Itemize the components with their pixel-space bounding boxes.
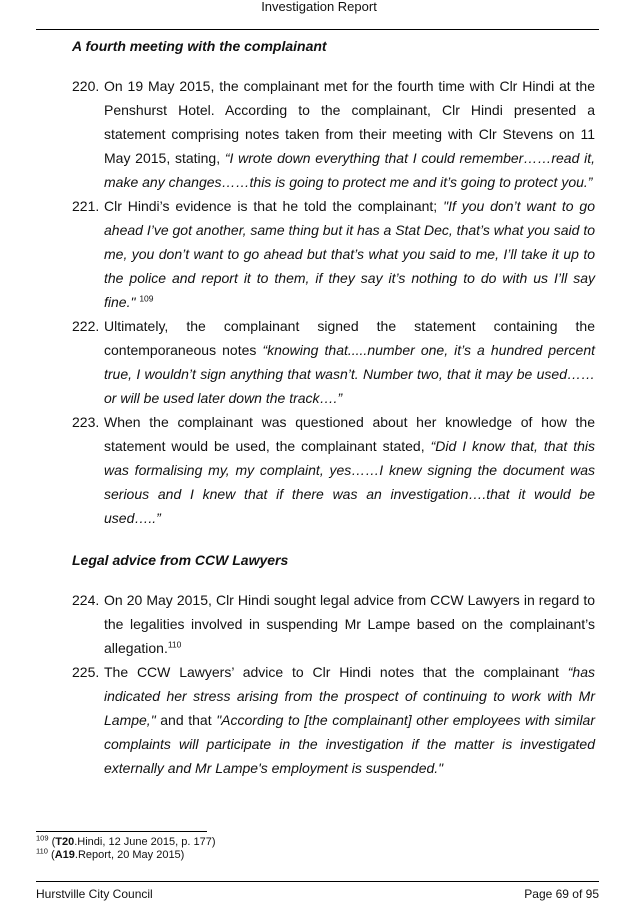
footnote-110 <box>36 846 185 862</box>
paragraph-220 <box>72 74 595 194</box>
paragraph-222 <box>72 314 595 410</box>
paragraph-text: On 19 May 2015, the complainant met for the fourth time with Clr Hindi at the Penshurst Hotel. According to the complainant, Clr Hindi presented a statement comprising notes taken from their meeting with Clr Stevens on 11 May 2015, stating, <box>104 78 595 166</box>
footer-page-number: Page 69 of 95 <box>524 887 599 901</box>
paragraph-number: 225. <box>72 664 100 680</box>
paragraph-text: Clr Hindi’s evidence is that he told the complainant; <box>104 198 444 214</box>
paragraph-221 <box>72 194 595 314</box>
paragraph-quote: "If you don’t want to go ahead I’ve got another, same thing but it has a Stat Dec, that’s what you said to me, you don’t want to go ahead but that’s what you said to me, I’ll take it up to the police and report it to them, if they say it’s nothing to do with us I’ll say fine." <box>104 198 596 310</box>
paragraph-body <box>104 660 595 780</box>
paragraph-quote: “knowing that.....number one, it’s a hundred percent true, I wouldn’t sign anything that wasn’t. Number two, that it may be used……or will be used later down the track….” <box>104 342 595 406</box>
paragraph-number: 224. <box>72 592 100 608</box>
paragraph-number: 223. <box>72 414 100 430</box>
paragraph-body <box>104 194 595 314</box>
footnote-text: .Report, 20 May 2015) <box>74 849 185 861</box>
paragraph-225 <box>72 660 595 780</box>
paragraph-quote: "According to [the complainant] other employees with similar complaints will participate in the investigation if the matter is investigated externally and Mr Lampe's employment is suspended." <box>104 712 596 776</box>
paragraph-body <box>104 410 595 530</box>
paragraph-number: 220. <box>72 78 100 94</box>
paragraph-body <box>104 588 595 660</box>
paragraph-quote: “Did I know that, that this was formalising my, my complaint, yes……I knew signing the document was serious and I knew that if there was an investigation….that it would be used…..” <box>104 438 595 526</box>
footnote-open: ( <box>51 849 55 861</box>
paragraph-text: and that <box>155 712 217 728</box>
footer-organisation: Hurstville City Council <box>36 887 153 901</box>
footnote-ref-code: A19 <box>54 849 75 861</box>
paragraph-quote: “has indicated her stress arising from the prospect of continuing to work with Mr Lampe," <box>104 664 595 728</box>
paragraph-body <box>104 314 595 410</box>
footnote-reference[interactable]: 110 <box>167 639 182 650</box>
footnote-text: .Hindi, 12 June 2015, p. 177) <box>74 836 216 848</box>
report-title: Investigation Report <box>261 0 377 14</box>
paragraph-number: 222. <box>72 318 100 334</box>
footnote-open: ( <box>51 836 56 848</box>
page-header <box>0 0 638 14</box>
paragraph-quote: “I wrote down everything that I could remember……read it, make any changes……this is going to protect me and it’s going to protect you.” <box>104 150 595 190</box>
footnote-rule <box>36 831 207 832</box>
footnote-number: 110 <box>36 846 48 856</box>
paragraph-224 <box>72 588 595 660</box>
paragraph-text: On 20 May 2015, Clr Hindi sought legal advice from CCW Lawyers in regard to the legalities involved in suspending Mr Lampe based on the complainant’s allegation. <box>104 592 595 656</box>
section-heading-legal-advice: Legal advice from CCW Lawyers <box>72 552 289 568</box>
paragraph-223 <box>72 410 595 530</box>
footnote-109 <box>36 833 216 849</box>
paragraph-text: Ultimately, the complainant signed the statement containing the contemporaneous notes <box>104 318 595 358</box>
footnote-number: 109 <box>36 833 49 843</box>
paragraph-body <box>104 74 595 194</box>
footer-rule <box>36 881 599 882</box>
paragraph-text: The CCW Lawyers’ advice to Clr Hindi notes that the complainant <box>104 664 568 680</box>
footnote-ref-code: T20 <box>55 836 75 848</box>
section-heading-fourth-meeting: A fourth meeting with the complainant <box>72 38 327 54</box>
footnote-reference[interactable]: 109 <box>139 293 154 304</box>
header-rule <box>36 29 599 30</box>
paragraph-number: 221. <box>72 198 100 214</box>
paragraph-text: When the complainant was questioned about her knowledge of how the statement would be used, the complainant stated, <box>104 414 595 454</box>
